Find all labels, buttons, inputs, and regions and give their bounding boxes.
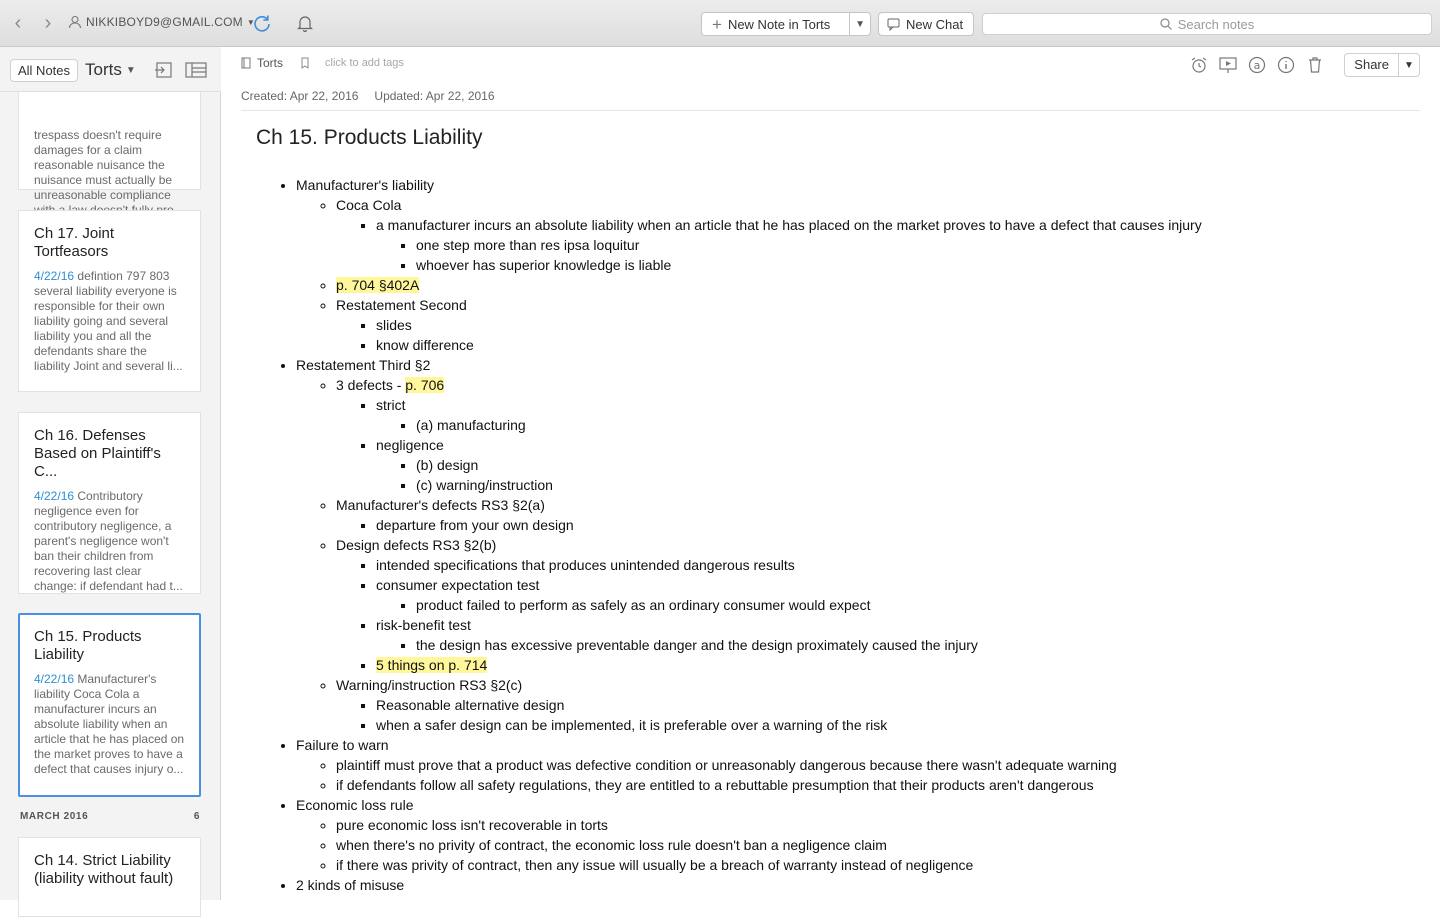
note-date: 4/22/16 (34, 672, 75, 686)
list-item (336, 195, 1202, 275)
list-item (336, 275, 1202, 295)
list-item-text: if defendants follow all safety regulations, they are entitled to a rebuttable presumption that their products aren't dangerous (336, 777, 1094, 793)
list-item-text: whoever has superior knowledge is liable (416, 257, 672, 273)
list-item-text: Restatement Second (336, 297, 467, 313)
list-item-text: Restatement Third §2 (296, 357, 431, 373)
tag-input[interactable]: click to add tags (325, 57, 404, 69)
list-item-text: the design has excessive preventable danger and the design proximately caused the injury (416, 637, 978, 653)
list-item-text: when there's no privity of contract, the economic loss rule doesn't ban a negligence claim (336, 837, 887, 853)
note-card[interactable] (18, 837, 201, 917)
search-input[interactable] (982, 13, 1432, 35)
list-item-text: 3 defects - (336, 377, 406, 393)
list-item-text: (a) manufacturing (416, 417, 526, 433)
share-button[interactable] (1344, 53, 1420, 77)
note-list-header (0, 47, 221, 92)
notebook-title: Torts (85, 60, 122, 79)
list-item-text: consumer expectation test (376, 577, 540, 593)
list-item (336, 495, 1202, 535)
list-item (416, 255, 1202, 275)
list-item (416, 635, 1202, 655)
note-editor (221, 47, 1440, 900)
trash-icon[interactable] (1305, 55, 1325, 75)
note-list-sidebar (0, 47, 221, 900)
note-snippet: Manufacturer's liability Coca Cola a manufacturer incurs an absolute liability when an article that he has placed on the market proves to have a defect that causes injury o... (34, 672, 185, 776)
notebook-selector[interactable] (85, 60, 136, 80)
list-item (336, 755, 1202, 775)
note-snippet: Contributory negligence even for contributory negligence, a parent's negligence won't ban their children from recovering last clear change: if defendant had t... (34, 489, 183, 593)
created-date: Created: Apr 22, 2016 (241, 89, 359, 103)
list-item-text: intended specifications that produces unintended dangerous results (376, 557, 795, 573)
highlighted-text: 5 things on p. 714 (376, 657, 488, 673)
list-item (376, 395, 1202, 435)
account-menu[interactable] (68, 15, 255, 29)
highlighted-text: p. 704 §402A (336, 277, 420, 293)
list-item (376, 695, 1202, 715)
list-item-text: Design defects RS3 §2(b) (336, 537, 497, 553)
list-item (376, 555, 1202, 575)
note-date: 4/22/16 (34, 489, 75, 503)
list-item (336, 775, 1202, 795)
share-label: Share (1345, 54, 1399, 76)
chat-icon (887, 18, 900, 31)
list-item (416, 235, 1202, 255)
note-card-title: Ch 15. Products Liability (34, 628, 142, 663)
month-label: MARCH 2016 (20, 811, 89, 822)
list-item-text: one step more than res ipsa loquitur (416, 237, 640, 253)
list-item (296, 175, 1202, 355)
list-item-text: product failed to perform as safely as an ordinary consumer would expect (416, 597, 871, 613)
list-item-text: (b) design (416, 457, 479, 473)
list-item (376, 615, 1202, 655)
list-item (336, 295, 1202, 355)
mention-icon[interactable] (1247, 55, 1267, 75)
list-item-text: know difference (376, 337, 474, 353)
note-card[interactable] (18, 77, 201, 202)
note-snippet: trespass doesn't require damages for a claim reasonable nuisance the nuisance must actually be unreasonable compliance (34, 128, 173, 202)
share-notebook-icon[interactable] (153, 60, 175, 80)
list-item-text: a manufacturer incurs an absolute liability when an article that he has placed on the market proves to have a defect that causes injury (376, 217, 1202, 233)
list-item-text: strict (376, 397, 406, 413)
list-item (296, 355, 1202, 735)
search-placeholder: Search notes (1177, 16, 1255, 32)
list-item-text: Economic loss rule (296, 797, 414, 813)
list-item (376, 515, 1202, 535)
forward-arrow-icon[interactable]: › (44, 12, 52, 34)
month-count: 6 (193, 811, 200, 822)
new-chat-button[interactable] (878, 12, 974, 36)
new-note-button[interactable] (701, 12, 871, 36)
updated-date: Updated: Apr 22, 2016 (374, 89, 495, 103)
list-item (376, 575, 1202, 615)
list-item (416, 455, 1202, 475)
list-item (376, 215, 1202, 275)
new-note-label: New Note in Torts (727, 16, 831, 32)
list-item (376, 335, 1202, 355)
list-item (376, 715, 1202, 735)
info-icon[interactable] (1276, 55, 1296, 75)
list-item-text: Manufacturer's liability (296, 177, 435, 193)
note-card-selected[interactable] (18, 613, 201, 797)
note-card[interactable] (18, 210, 201, 392)
chevron-down-icon[interactable]: ▼ (1404, 59, 1414, 71)
sync-icon[interactable] (252, 13, 272, 33)
list-item-text: Warning/instruction RS3 §2(c) (336, 677, 523, 693)
all-notes-button[interactable]: All Notes (10, 59, 78, 82)
list-item (416, 415, 1202, 435)
list-item-text: plaintiff must prove that a product was defective condition or unreasonably dangerous because there wasn't adequate warning (336, 757, 1117, 773)
list-item (296, 735, 1202, 795)
reminder-alarm-icon[interactable] (1189, 55, 1209, 75)
list-item (416, 475, 1202, 495)
note-card-title: Ch 14. Strict Liability (liability without fault) (34, 852, 174, 887)
note-meta-row (241, 56, 404, 70)
list-item-text: negligence (376, 437, 444, 453)
note-body[interactable] (256, 175, 1202, 895)
note-title[interactable]: Ch 15. Products Liability (256, 126, 483, 149)
list-item (376, 435, 1202, 495)
list-item (296, 795, 1202, 875)
plus-icon: + (712, 14, 722, 34)
note-actions (1189, 53, 1420, 77)
back-arrow-icon[interactable]: ‹ (14, 12, 22, 34)
list-item-text: (c) warning/instruction (416, 477, 553, 493)
list-item-text: if there was privity of contract, then any issue will usually be a breach of warranty instead of negligence (336, 857, 974, 873)
list-item-text: Failure to warn (296, 737, 389, 753)
svg-text:a: a (1253, 59, 1261, 72)
list-item (376, 315, 1202, 335)
note-dates (241, 89, 495, 103)
list-item (376, 655, 1202, 675)
list-item (336, 855, 1202, 875)
list-item-text: Manufacturer's defects RS3 §2(a) (336, 497, 545, 513)
list-item-text: risk-benefit test (376, 617, 471, 633)
view-options-icon[interactable] (185, 60, 207, 80)
chevron-down-icon: ▼ (246, 17, 256, 27)
list-item-text: slides (376, 317, 412, 333)
person-icon (68, 15, 82, 29)
list-item-text: departure from your own design (376, 517, 574, 533)
presentation-icon[interactable] (1218, 55, 1238, 75)
tag-icon (299, 57, 311, 69)
note-card[interactable] (18, 412, 201, 594)
top-toolbar (0, 0, 1440, 47)
list-item-text: 2 kinds of misuse (296, 877, 405, 893)
bell-icon[interactable] (296, 14, 314, 32)
highlighted-text: p. 706 (405, 377, 445, 393)
list-item-text: pure economic loss isn't recoverable in torts (336, 817, 608, 833)
note-notebook-link[interactable]: Torts (257, 56, 284, 70)
search-icon (1160, 18, 1172, 30)
account-email: NIKKIBOYD9@GMAIL.COM (86, 15, 243, 29)
list-item-text: Reasonable alternative design (376, 697, 565, 713)
list-item (336, 375, 1202, 495)
list-item (416, 595, 1202, 615)
notebook-icon (241, 57, 251, 69)
month-group-header (20, 811, 200, 822)
list-item (336, 535, 1202, 675)
note-card-title: Ch 16. Defenses Based on Plaintiff's C... (34, 427, 161, 480)
divider (241, 110, 1420, 111)
list-item (336, 675, 1202, 735)
chevron-down-icon[interactable]: ▼ (855, 18, 866, 30)
list-item-text: when a safer design can be implemented, it is preferable over a warning of the risk (376, 717, 888, 733)
note-snippet: defintion 797 803 several liability everyone is responsible for their own liability going and several liability you and all the defendants share the liability Joint and several li... (34, 269, 183, 373)
list-item (296, 875, 1202, 895)
note-card-title: Ch 17. Joint Tortfeasors (34, 225, 115, 260)
list-item-text: Coca Cola (336, 197, 402, 213)
new-chat-label: New Chat (906, 16, 964, 32)
note-date: 4/22/16 (34, 269, 75, 283)
list-item (336, 815, 1202, 835)
list-item (336, 835, 1202, 855)
chevron-down-icon: ▼ (125, 64, 136, 76)
